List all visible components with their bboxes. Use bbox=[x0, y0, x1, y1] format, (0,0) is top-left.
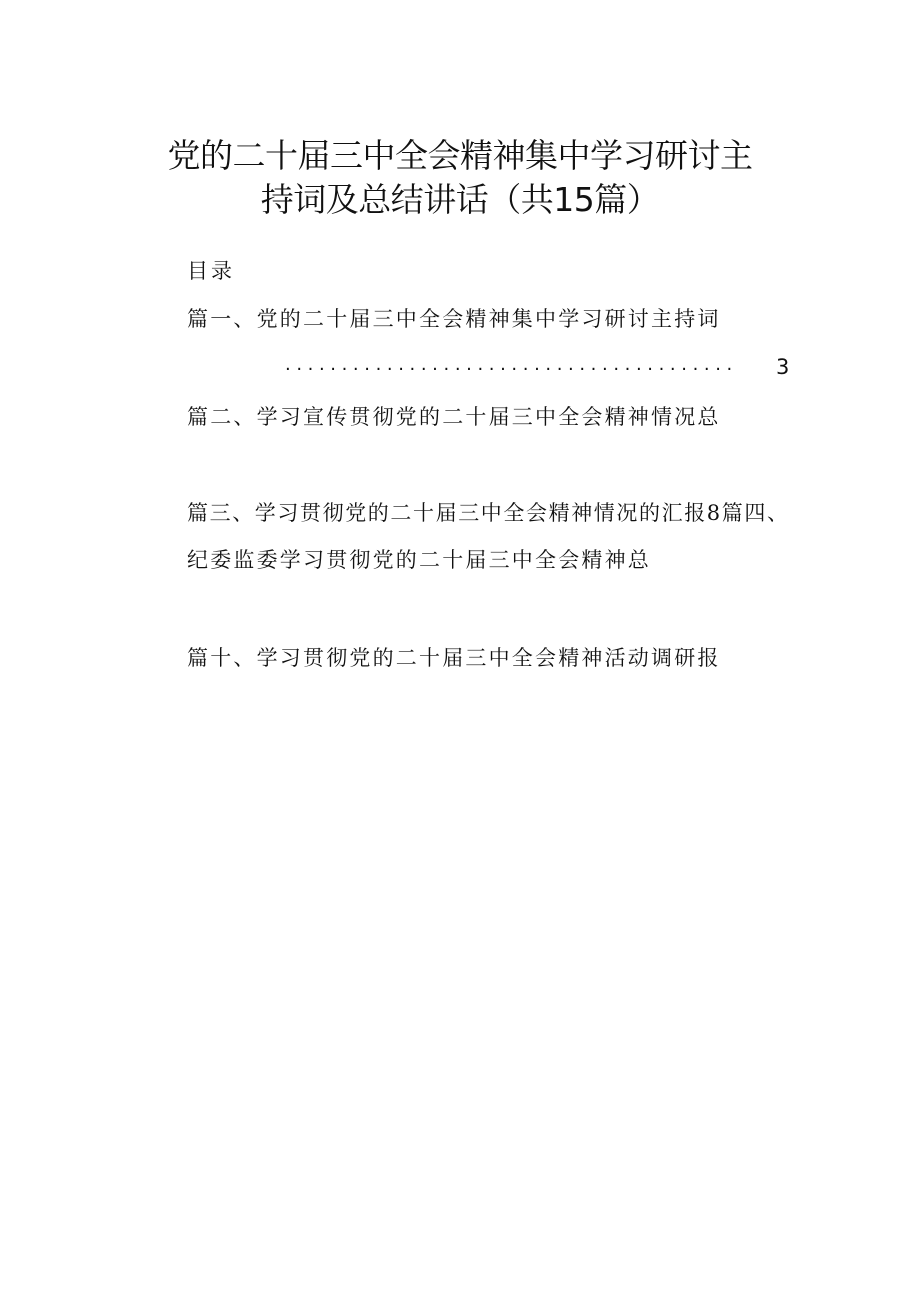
toc-entry-1-leader: ........................................ bbox=[285, 354, 738, 375]
toc-entry-3-continued[interactable]: 纪委监委学习贯彻党的二十届三中全会精神总 bbox=[187, 548, 651, 572]
document-title-line-2: 持词及总结讲话（共15篇） bbox=[260, 180, 660, 219]
toc-entry-10[interactable]: 篇十、学习贯彻党的二十届三中全会精神活动调研报 bbox=[187, 646, 721, 670]
toc-entry-3[interactable]: 篇三、学习贯彻党的二十届三中全会精神情况的汇报8篇四、 bbox=[187, 501, 790, 525]
toc-heading: 目录 bbox=[187, 259, 235, 283]
toc-entry-2[interactable]: 篇二、学习宣传贯彻党的二十届三中全会精神情况总 bbox=[187, 405, 721, 429]
toc-entry-1[interactable]: 篇一、党的二十届三中全会精神集中学习研讨主持词 bbox=[187, 307, 721, 331]
document-title-line-1: 党的二十届三中全会精神集中学习研讨主 bbox=[167, 136, 753, 175]
toc-entry-1-page-number: 3 bbox=[776, 355, 790, 379]
